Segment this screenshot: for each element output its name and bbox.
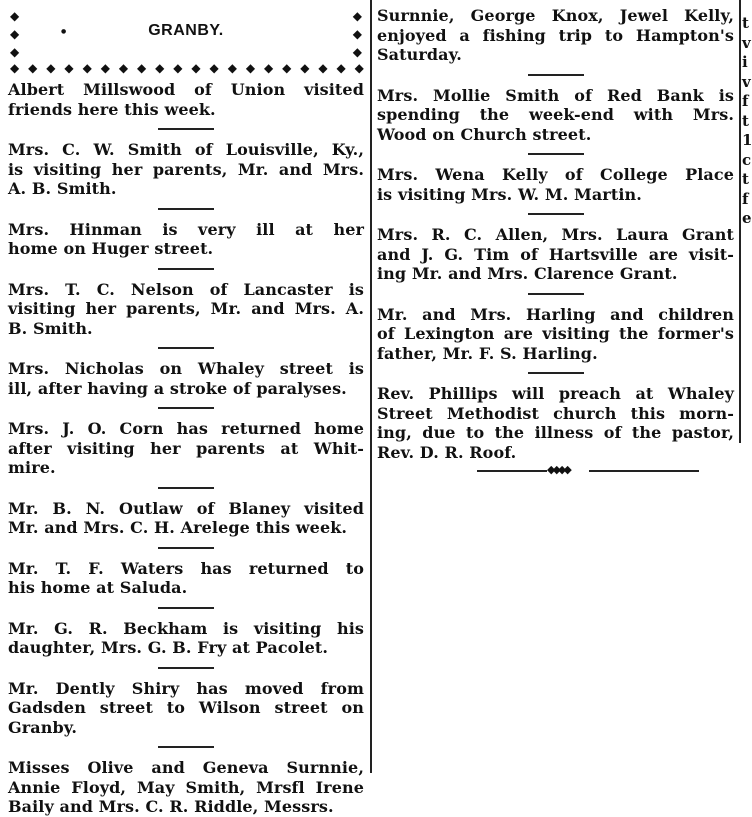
fragment-char: 1: [742, 131, 752, 149]
news-item-line: father, Mr. F. S. Harling.: [377, 343, 598, 363]
ornament-diamonds: ◆◆◆◆: [547, 463, 569, 476]
news-item-line: daughter, Mrs. G. B. Fry at Pacolet.: [8, 638, 329, 657]
news-item-line: A. B. Smith.: [8, 179, 117, 198]
news-item-line: spending the week-end with Mrs.: [377, 105, 734, 124]
section-header: [8, 0, 364, 80]
fragment-char: v: [742, 33, 751, 52]
news-item: [377, 305, 734, 364]
news-item: [8, 758, 364, 817]
news-item: [377, 6, 734, 65]
news-item-line: enjoyed a fishing trip to Hampton's: [377, 25, 734, 45]
fragment-char: t: [742, 111, 749, 130]
news-item: [8, 559, 364, 598]
news-item-line: Saturday.: [377, 45, 462, 64]
news-item-line: Misses Olive and Geneva Surnnie,: [8, 758, 364, 777]
news-item: [8, 80, 364, 119]
diamond-border-row: ◆ ◆ ◆ ◆ ◆ ◆ ◆ ◆ ◆ ◆ ◆ ◆ ◆ ◆ ◆ ◆ ◆ ◆ ◆ ◆: [10, 61, 364, 75]
news-item: [8, 619, 364, 658]
news-item: [8, 359, 364, 398]
news-item: [8, 140, 364, 199]
news-item: [8, 280, 364, 339]
end-ornament: [377, 462, 734, 482]
news-item-line: Annie Floyd, May Smith, Mrsfl Irene: [8, 777, 364, 797]
news-item-line: Mr. and Mrs. C. H. Arelege this week.: [8, 518, 348, 537]
news-item-line: and J. G. Tim of Hartsville are visit-: [377, 244, 734, 264]
news-item: [8, 679, 364, 738]
news-item-line: Baily and Mrs. C. R. Riddle, Messrs.: [8, 797, 334, 816]
section-heading: GRANBY.: [148, 22, 224, 39]
news-item: [377, 86, 734, 145]
diamond-ornament: ◆: [352, 9, 362, 23]
news-item-line: after visiting her parents at Whit-: [8, 438, 364, 458]
cut-off-top-line: [377, 0, 734, 6]
news-item-line: Mr. Dently Shiry has moved from: [8, 678, 364, 698]
news-item-line: Granby.: [8, 717, 78, 737]
news-item-line: Mrs. J. O. Corn has returned home: [8, 419, 364, 438]
ornament-rule-left: [477, 470, 547, 472]
news-item-line: friends here this week.: [8, 99, 216, 119]
news-item-line: ill, after having a stroke of paralyses.: [8, 378, 347, 398]
news-item-line: Mrs. R. C. Allen, Mrs. Laura Grant: [377, 225, 734, 244]
diamond-ornament: ◆: [352, 27, 362, 41]
news-item-line: Rev. D. R. Roof.: [377, 442, 517, 462]
fragment-char: f: [742, 189, 749, 208]
fragment-char: i: [742, 53, 748, 71]
news-item-line: his home at Saluda.: [8, 578, 188, 597]
middle-news-items: [377, 6, 734, 462]
news-item-line: B. Smith.: [8, 318, 93, 338]
fragment-char: t: [742, 14, 749, 32]
middle-column: [377, 0, 734, 482]
column-rule-right: [739, 0, 741, 443]
news-item-line: Mr. T. F. Waters has returned to: [8, 558, 364, 578]
diamond-ornament: ◆: [10, 9, 20, 23]
fragment-char: f: [742, 92, 749, 110]
left-news-items: [8, 80, 364, 817]
diamond-ornament: ◆: [10, 45, 20, 59]
right-fragment-text: [742, 14, 752, 229]
news-item: [8, 499, 364, 538]
news-item: [377, 225, 734, 284]
news-item-line: Rev. Phillips will preach at Whaley: [377, 384, 734, 403]
news-item-line: Mrs. Hinman is very ill at her: [8, 219, 364, 239]
fragment-char: v: [742, 72, 751, 91]
news-item-line: is visiting her parents, Mr. and Mrs.: [8, 159, 364, 179]
news-item: [8, 220, 364, 259]
news-item-line: Albert Millswood of Union visited: [8, 80, 364, 99]
news-item-line: Surnnie, George Knox, Jewel Kelly,: [377, 6, 734, 25]
news-item: [8, 419, 364, 478]
diamond-ornament: ◆: [10, 27, 20, 41]
fragment-char: e: [742, 209, 752, 227]
ornament-rule-right: [589, 470, 699, 472]
news-item-line: Mrs. Wena Kelly of College Place: [377, 165, 734, 184]
decorative-dot: ●: [61, 28, 67, 35]
news-item-line: Mrs. Nicholas on Whaley street is: [8, 359, 364, 378]
news-item-line: Mr. B. N. Outlaw of Blaney visited: [8, 498, 364, 518]
news-item: [377, 165, 734, 204]
news-item-line: is visiting Mrs. W. M. Martin.: [377, 184, 642, 204]
news-item-line: Gadsden street to Wilson street on: [8, 698, 364, 717]
column-rule-left: [370, 0, 372, 773]
news-item: [377, 384, 734, 462]
news-item-line: mire.: [8, 458, 56, 477]
news-item-line: Street Methodist church this morn-: [377, 403, 734, 423]
left-column: [8, 0, 364, 817]
news-item-line: Mrs. Mollie Smith of Red Bank is: [377, 85, 734, 105]
news-item-line: visiting her parents, Mr. and Mrs. A.: [8, 299, 364, 318]
news-item-line: Mr. G. R. Beckham is visiting his: [8, 618, 364, 638]
fragment-char: t: [742, 170, 749, 188]
news-item-line: Wood on Church street.: [377, 124, 592, 144]
news-item-line: ing Mr. and Mrs. Clarence Grant.: [377, 264, 678, 283]
news-item-line: Mrs. T. C. Nelson of Lancaster is: [8, 279, 364, 299]
news-item-line: Mrs. C. W. Smith of Louisville, Ky.,: [8, 140, 364, 159]
news-item-line: ing, due to the illness of the pastor,: [377, 423, 734, 442]
news-item-line: of Lexington are visiting the former's: [377, 324, 734, 343]
fragment-char: c: [742, 150, 752, 169]
news-item-line: Mr. and Mrs. Harling and children: [377, 304, 734, 324]
news-item-line: home on Huger street.: [8, 239, 214, 258]
diamond-ornament: ◆: [352, 45, 362, 59]
